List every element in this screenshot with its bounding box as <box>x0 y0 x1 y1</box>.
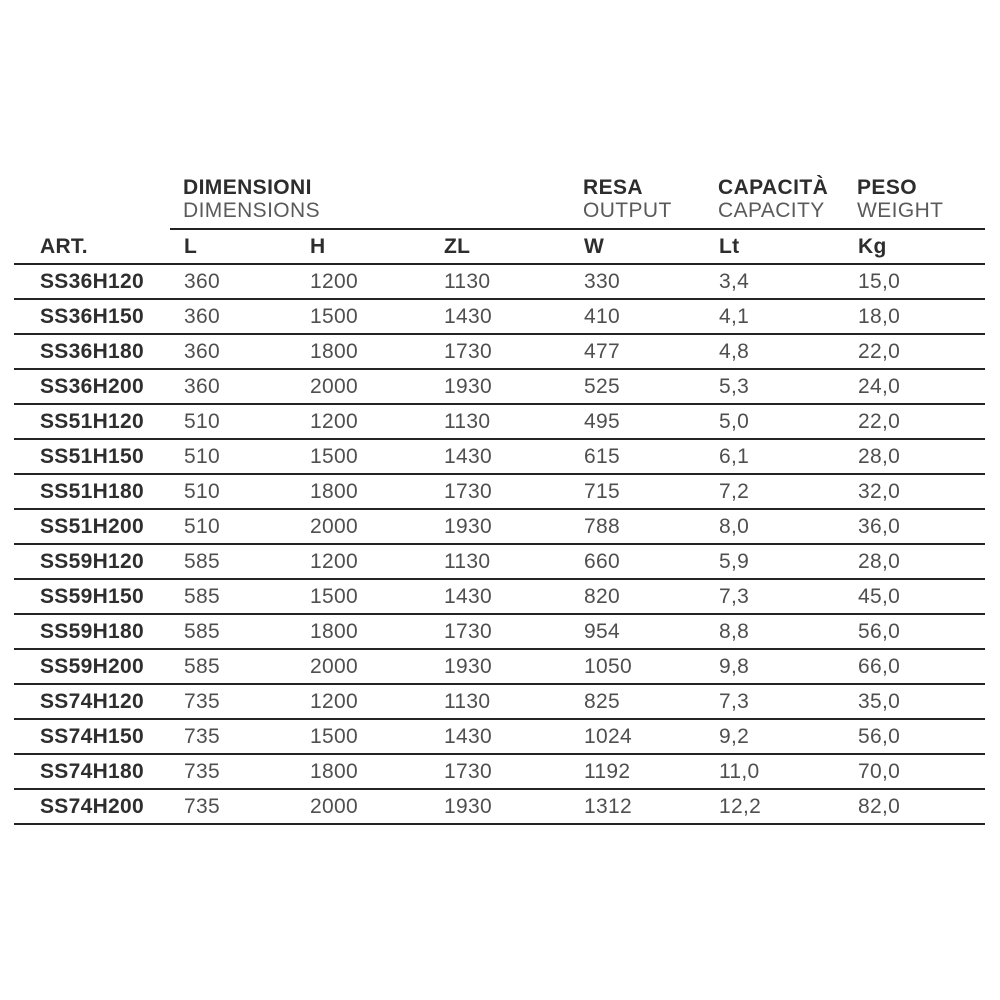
table-column-header-row <box>14 230 985 265</box>
value-cell: 1430 <box>430 580 570 615</box>
value-cell: 735 <box>170 790 296 825</box>
value-cell: 360 <box>170 370 296 405</box>
column-header-h: H <box>296 230 430 265</box>
value-cell: 585 <box>170 580 296 615</box>
value-cell: 2000 <box>296 370 430 405</box>
value-cell: 1130 <box>430 685 570 720</box>
article-code-cell: SS51H180 <box>14 475 170 510</box>
group-subtitle: DIMENSIONS <box>183 199 321 222</box>
column-header-lt: Lt <box>705 230 844 265</box>
value-cell: 1130 <box>430 265 570 300</box>
value-cell: 825 <box>570 685 705 720</box>
value-cell: 4,1 <box>705 300 844 335</box>
value-cell: 820 <box>570 580 705 615</box>
column-header-kg: Kg <box>844 230 985 265</box>
value-cell: 3,4 <box>705 265 844 300</box>
value-cell: 5,3 <box>705 370 844 405</box>
value-cell: 1500 <box>296 300 430 335</box>
value-cell: 510 <box>170 440 296 475</box>
group-title: DIMENSIONI <box>183 176 312 199</box>
value-cell: 70,0 <box>844 755 985 790</box>
table-row <box>14 370 985 405</box>
value-cell: 585 <box>170 615 296 650</box>
article-code-cell: SS59H150 <box>14 580 170 615</box>
table-row <box>14 580 985 615</box>
article-code-cell: SS36H150 <box>14 300 170 335</box>
value-cell: 1430 <box>430 720 570 755</box>
table-row <box>14 440 985 475</box>
value-cell: 15,0 <box>844 265 985 300</box>
value-cell: 1800 <box>296 615 430 650</box>
value-cell: 1500 <box>296 580 430 615</box>
value-cell: 1500 <box>296 720 430 755</box>
value-cell: 1930 <box>430 790 570 825</box>
value-cell: 1430 <box>430 440 570 475</box>
value-cell: 1730 <box>430 755 570 790</box>
value-cell: 525 <box>570 370 705 405</box>
article-code-cell: SS36H200 <box>14 370 170 405</box>
value-cell: 56,0 <box>844 720 985 755</box>
group-title: RESA <box>583 176 643 199</box>
value-cell: 1050 <box>570 650 705 685</box>
value-cell: 788 <box>570 510 705 545</box>
value-cell: 1130 <box>430 405 570 440</box>
value-cell: 510 <box>170 475 296 510</box>
value-cell: 1730 <box>430 335 570 370</box>
column-header-zl: ZL <box>430 230 570 265</box>
article-code-cell: SS36H180 <box>14 335 170 370</box>
value-cell: 1930 <box>430 510 570 545</box>
table-row <box>14 755 985 790</box>
value-cell: 82,0 <box>844 790 985 825</box>
value-cell: 32,0 <box>844 475 985 510</box>
table-row <box>14 545 985 580</box>
article-code-cell: SS74H200 <box>14 790 170 825</box>
group-subtitle: OUTPUT <box>583 199 672 222</box>
value-cell: 28,0 <box>844 545 985 580</box>
group-header-dimensions <box>170 176 570 230</box>
value-cell: 954 <box>570 615 705 650</box>
spec-table <box>14 176 985 825</box>
value-cell: 1800 <box>296 335 430 370</box>
table-row <box>14 650 985 685</box>
value-cell: 715 <box>570 475 705 510</box>
value-cell: 360 <box>170 300 296 335</box>
value-cell: 12,2 <box>705 790 844 825</box>
table-row <box>14 615 985 650</box>
value-cell: 360 <box>170 335 296 370</box>
article-code-cell: SS36H120 <box>14 265 170 300</box>
value-cell: 18,0 <box>844 300 985 335</box>
value-cell: 1192 <box>570 755 705 790</box>
value-cell: 735 <box>170 720 296 755</box>
table-row <box>14 300 985 335</box>
value-cell: 7,2 <box>705 475 844 510</box>
article-code-cell: SS74H120 <box>14 685 170 720</box>
article-code-cell: SS74H150 <box>14 720 170 755</box>
group-title: PESO <box>857 176 917 199</box>
article-code-cell: SS51H120 <box>14 405 170 440</box>
table-row <box>14 720 985 755</box>
value-cell: 1800 <box>296 475 430 510</box>
value-cell: 1930 <box>430 370 570 405</box>
value-cell: 22,0 <box>844 335 985 370</box>
value-cell: 510 <box>170 510 296 545</box>
value-cell: 5,9 <box>705 545 844 580</box>
table-row <box>14 510 985 545</box>
value-cell: 1730 <box>430 615 570 650</box>
value-cell: 9,8 <box>705 650 844 685</box>
value-cell: 66,0 <box>844 650 985 685</box>
value-cell: 615 <box>570 440 705 475</box>
article-code-cell: SS59H200 <box>14 650 170 685</box>
value-cell: 585 <box>170 650 296 685</box>
value-cell: 11,0 <box>705 755 844 790</box>
table-group-header-row <box>14 176 985 230</box>
value-cell: 1930 <box>430 650 570 685</box>
value-cell: 1130 <box>430 545 570 580</box>
column-header-l: L <box>170 230 296 265</box>
value-cell: 36,0 <box>844 510 985 545</box>
value-cell: 1200 <box>296 405 430 440</box>
value-cell: 1312 <box>570 790 705 825</box>
value-cell: 28,0 <box>844 440 985 475</box>
value-cell: 7,3 <box>705 685 844 720</box>
group-header-weight <box>844 176 985 230</box>
value-cell: 1430 <box>430 300 570 335</box>
group-subtitle: WEIGHT <box>857 199 944 222</box>
value-cell: 660 <box>570 545 705 580</box>
value-cell: 35,0 <box>844 685 985 720</box>
group-header-spacer <box>14 176 170 230</box>
value-cell: 8,8 <box>705 615 844 650</box>
value-cell: 477 <box>570 335 705 370</box>
value-cell: 1730 <box>430 475 570 510</box>
value-cell: 45,0 <box>844 580 985 615</box>
group-header-output <box>570 176 705 230</box>
table-row <box>14 265 985 300</box>
value-cell: 410 <box>570 300 705 335</box>
value-cell: 360 <box>170 265 296 300</box>
value-cell: 1200 <box>296 545 430 580</box>
value-cell: 56,0 <box>844 615 985 650</box>
table-row <box>14 685 985 720</box>
article-code-cell: SS59H120 <box>14 545 170 580</box>
value-cell: 495 <box>570 405 705 440</box>
value-cell: 510 <box>170 405 296 440</box>
value-cell: 2000 <box>296 510 430 545</box>
table-body <box>14 265 985 825</box>
table-row <box>14 475 985 510</box>
article-code-cell: SS59H180 <box>14 615 170 650</box>
value-cell: 735 <box>170 755 296 790</box>
value-cell: 735 <box>170 685 296 720</box>
table-row <box>14 335 985 370</box>
group-subtitle: CAPACITY <box>718 199 825 222</box>
value-cell: 24,0 <box>844 370 985 405</box>
column-header-art: ART. <box>14 230 170 265</box>
value-cell: 4,8 <box>705 335 844 370</box>
value-cell: 2000 <box>296 650 430 685</box>
article-code-cell: SS74H180 <box>14 755 170 790</box>
value-cell: 1500 <box>296 440 430 475</box>
table-row <box>14 790 985 825</box>
value-cell: 22,0 <box>844 405 985 440</box>
group-header-capacity <box>705 176 844 230</box>
value-cell: 8,0 <box>705 510 844 545</box>
value-cell: 5,0 <box>705 405 844 440</box>
value-cell: 1200 <box>296 685 430 720</box>
article-code-cell: SS51H200 <box>14 510 170 545</box>
column-header-w: W <box>570 230 705 265</box>
value-cell: 2000 <box>296 790 430 825</box>
value-cell: 9,2 <box>705 720 844 755</box>
value-cell: 1024 <box>570 720 705 755</box>
value-cell: 1800 <box>296 755 430 790</box>
table-row <box>14 405 985 440</box>
value-cell: 6,1 <box>705 440 844 475</box>
group-title: CAPACITÀ <box>718 176 829 199</box>
value-cell: 330 <box>570 265 705 300</box>
value-cell: 7,3 <box>705 580 844 615</box>
article-code-cell: SS51H150 <box>14 440 170 475</box>
value-cell: 585 <box>170 545 296 580</box>
value-cell: 1200 <box>296 265 430 300</box>
